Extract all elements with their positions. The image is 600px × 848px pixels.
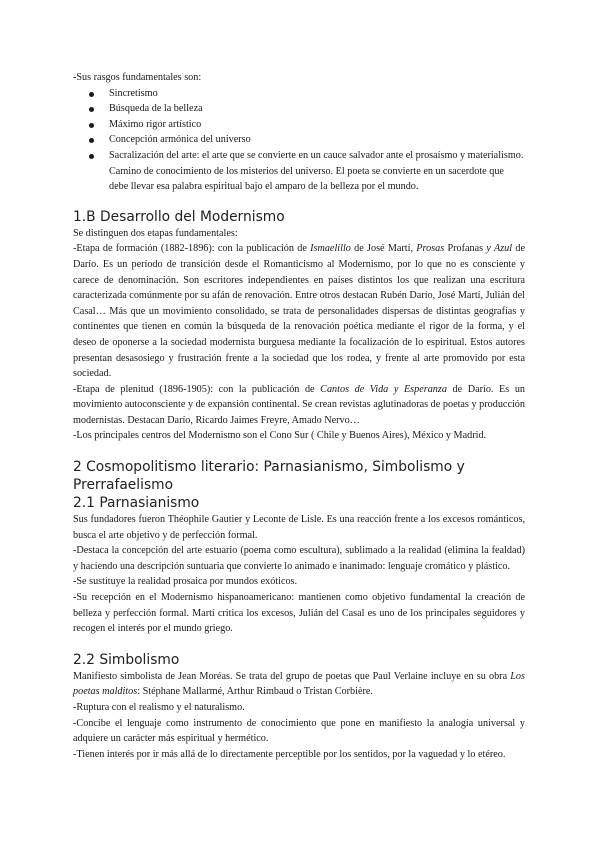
rasgos-list (73, 86, 525, 195)
rasgos-intro: -Sus rasgos fundamentales son: (73, 72, 202, 83)
parnasianismo-paragraph: -Su recepción en el Modernismo hispanoamericano: mantienen como objetivo fundamental la creación de belleza y perfección formal. Martí critica los excesos, Julián del Casal es uno de los principales seguidores y recogen el interés por el mundo griego. (73, 592, 525, 635)
formacion-mid: Profanas (444, 243, 487, 255)
etapa-formacion (73, 241, 525, 381)
manifiesto-lead: Manifiesto simbolista de Jean Moréas. Se trata del grupo de poetas que Paul Verlaine incluye en su obra (73, 670, 511, 682)
parnasianismo-paragraph: -Se sustituye la realidad prosaica por mundos exóticos. (73, 576, 298, 588)
heading-cosmopolitismo: 2 Cosmopolitismo literario: Parnasianismo, Simbolismo y Prerrafaelismo (73, 459, 465, 494)
plenitud-lead: -Etapa de plenitud (1896-1905): con la publicación de (73, 383, 321, 395)
simbolismo-paragraph: -Tienen interés por ir más allá de lo directamente perceptible por los sentidos, por la vaguedad y lo etéreo. (73, 748, 506, 760)
heading-desarrollo-modernismo: 1.B Desarrollo del Modernismo (73, 208, 285, 225)
manifiesto-simbolista (73, 669, 525, 700)
work-title: Ismaelillo (310, 243, 351, 255)
formacion-mid: de José Martí, (350, 243, 417, 255)
work-title: Prosas (416, 243, 445, 255)
centros-modernismo: -Los principales centros del Modernismo son el Cono Sur ( Chile y Buenos Aires), México y Madrid. (73, 430, 487, 442)
manifiesto-rest: : Stéphane Mallarmé, Arthur Rimbaud o Tristan Corbière. (137, 686, 373, 698)
etapas-intro: Se distinguen dos etapas fundamentales: (73, 227, 238, 239)
formacion-lead: -Etapa de formación (1882-1896): con la publicación de (73, 243, 311, 255)
formacion-rest: de Darío. Es un período de transición desde el Romanticismo al Modernismo, por lo que no es consciente y carece de denominación. Son escritores independientes en países distintos los que realizan una escritura caracterizada comúnmente por su afán de renovación. Entre otros destacan Rubén Darío, José Martí, Julián del Casal… Más que un movimiento consolidado, se trata de personalidades dispersas de distintas geografías y continentes que tienen en común la búsqueda de la renovación poética mediante el rigor de la forma, y el deseo de oponerse a la sociedad modernista burguesa mediante la focalización de lo espiritual. Estos autores presentan desasosiego y frustración frente a la sociedad que los rodea, y frente al arte promovido por esta sociedad. (73, 243, 525, 380)
parnasianismo-paragraph: Sus fundadores fueron Théophile Gautier y Leconte de Lisle. Es una reacción frente a los excesos románticos, busca el arte objetivo y de perfección formal. (73, 514, 525, 541)
simbolismo-paragraph: -Concibe el lenguaje como instrumento de conocimiento que pone en manifiesto la analogía universal y adquiere un carácter más espiritual y hermético. (73, 717, 525, 745)
list-item: Búsqueda de la belleza (89, 101, 525, 117)
document-page (73, 70, 525, 762)
work-title: y Azul (486, 243, 513, 255)
list-item: Máximo rigor artístico (89, 117, 525, 133)
heading-simbolismo: 2.2 Simbolismo (73, 651, 180, 668)
list-item: Concepción armónica del universo (89, 132, 525, 148)
work-title: Los poetas malditos (73, 670, 525, 698)
simbolismo-paragraph: -Ruptura con el realismo y el naturalismo. (73, 702, 245, 713)
list-item: Sincretismo (89, 86, 525, 102)
etapa-plenitud (73, 382, 525, 429)
list-item: Sacralización del arte: el arte que se convierte en un cauce salvador ante el prosaísmo y materialismo. Camino de conocimiento de los misterios del universo. El poeta se convierte en un sacerdote que debe llevar esa palabra espiritual bajo el amparo de la belleza por el mundo. (89, 148, 525, 195)
plenitud-rest: de Darío. Es un movimiento autoconsciente y de expansión continental. Se crean revistas aglutinadoras de poetas y producción modernistas. Destacan Darío, Ricardo Jaimes Freyre, Amado Nervo… (73, 383, 526, 426)
heading-parnasianismo: 2.1 Parnasianismo (73, 495, 200, 512)
work-title: Cantos de Vida y Esperanza (320, 383, 447, 395)
parnasianismo-paragraph: -Destaca la concepción del arte estuario (poema como escultura), sublimado a la realidad (elimina la fealdad) y haciendo una descripción suntuaria que convierte lo animado e inanimado: lenguaje cromático y plástico. (73, 545, 525, 572)
